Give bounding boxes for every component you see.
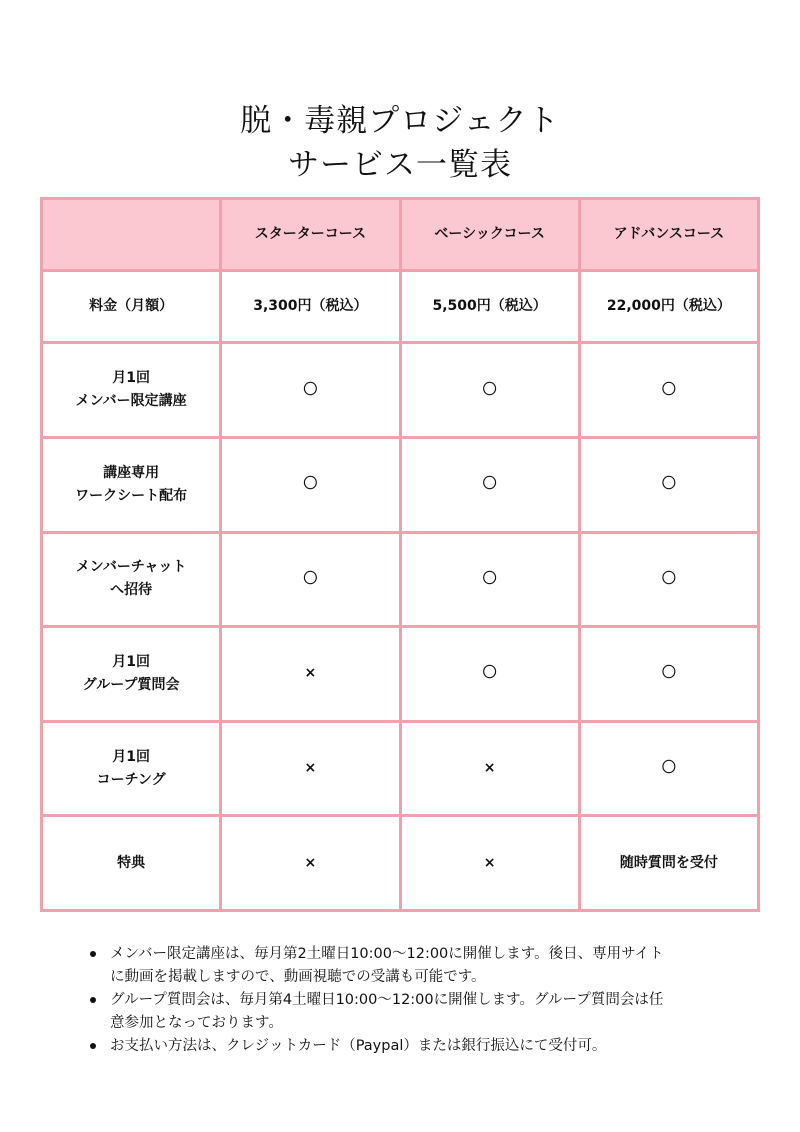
feature-value-text: 随時質問を受付 bbox=[579, 816, 758, 911]
feature-label-line: へ招待 bbox=[110, 582, 153, 599]
feature-label-line: メンバーチャット bbox=[75, 559, 187, 576]
feature-mark: 〇 bbox=[400, 532, 579, 627]
price-label: 料金（月額） bbox=[42, 271, 221, 343]
feature-mark: 〇 bbox=[400, 627, 579, 722]
note-item bbox=[88, 989, 728, 1035]
feature-label-line: 月1回 bbox=[112, 748, 150, 765]
feature-mark: 〇 bbox=[579, 343, 758, 438]
page-title bbox=[0, 99, 800, 187]
table-header-row bbox=[42, 199, 759, 271]
note-item bbox=[88, 943, 728, 989]
table-row bbox=[42, 627, 759, 722]
feature-label-line: 特典 bbox=[117, 854, 146, 871]
header-basic-course: ベーシックコース bbox=[400, 199, 579, 271]
feature-label bbox=[42, 438, 221, 533]
feature-label-line: 講座専用 bbox=[103, 464, 160, 481]
header-empty-cell bbox=[42, 199, 221, 271]
price-advance: 22,000円（税込） bbox=[579, 271, 758, 343]
table-row bbox=[42, 343, 759, 438]
feature-mark: 〇 bbox=[221, 343, 400, 438]
price-row bbox=[42, 271, 759, 343]
feature-label-line: メンバー限定講座 bbox=[75, 393, 187, 410]
title-line-2: サービス一覧表 bbox=[288, 146, 512, 183]
feature-label bbox=[42, 816, 221, 911]
header-starter-course: スターターコース bbox=[221, 199, 400, 271]
feature-mark: 〇 bbox=[579, 627, 758, 722]
header-advance-course: アドバンスコース bbox=[579, 199, 758, 271]
note-line: 意参加となっております。 bbox=[110, 1015, 283, 1031]
notes-list bbox=[88, 943, 728, 1058]
feature-mark: × bbox=[400, 721, 579, 816]
price-starter: 3,300円（税込） bbox=[221, 271, 400, 343]
table-row bbox=[42, 438, 759, 533]
feature-mark: × bbox=[221, 721, 400, 816]
feature-mark: 〇 bbox=[221, 438, 400, 533]
note-line: お支払い方法は、クレジットカード（Paypal）または銀行振込にて受付可。 bbox=[110, 1038, 607, 1054]
note-line: メンバー限定講座は、毎月第2土曜日10:00〜12:00に開催します。後日、専用サイト bbox=[110, 946, 664, 962]
feature-label-line: コーチング bbox=[96, 771, 166, 788]
feature-mark: 〇 bbox=[400, 343, 579, 438]
price-basic: 5,500円（税込） bbox=[400, 271, 579, 343]
feature-label bbox=[42, 627, 221, 722]
feature-mark: 〇 bbox=[579, 532, 758, 627]
feature-label bbox=[42, 343, 221, 438]
service-table bbox=[40, 197, 760, 912]
feature-label bbox=[42, 532, 221, 627]
feature-label-line: 月1回 bbox=[112, 653, 150, 670]
table-row bbox=[42, 816, 759, 911]
feature-mark: × bbox=[400, 816, 579, 911]
feature-label-line: グループ質問会 bbox=[82, 676, 180, 693]
feature-mark: × bbox=[221, 816, 400, 911]
feature-label-line: ワークシート配布 bbox=[75, 487, 188, 504]
table-row bbox=[42, 721, 759, 816]
feature-mark: × bbox=[221, 627, 400, 722]
table-row bbox=[42, 532, 759, 627]
feature-mark: 〇 bbox=[579, 721, 758, 816]
feature-label-line: 月1回 bbox=[112, 370, 150, 387]
feature-label bbox=[42, 721, 221, 816]
note-line: グループ質問会は、毎月第4土曜日10:00〜12:00に開催します。グループ質問会は任 bbox=[110, 992, 664, 1008]
feature-mark: 〇 bbox=[579, 438, 758, 533]
note-item bbox=[88, 1035, 728, 1058]
feature-mark: 〇 bbox=[221, 532, 400, 627]
feature-mark: 〇 bbox=[400, 438, 579, 533]
title-line-1: 脱・毒親プロジェクト bbox=[240, 102, 560, 139]
note-line: に動画を掲載しますので、動画視聴での受講も可能です。 bbox=[110, 969, 486, 985]
